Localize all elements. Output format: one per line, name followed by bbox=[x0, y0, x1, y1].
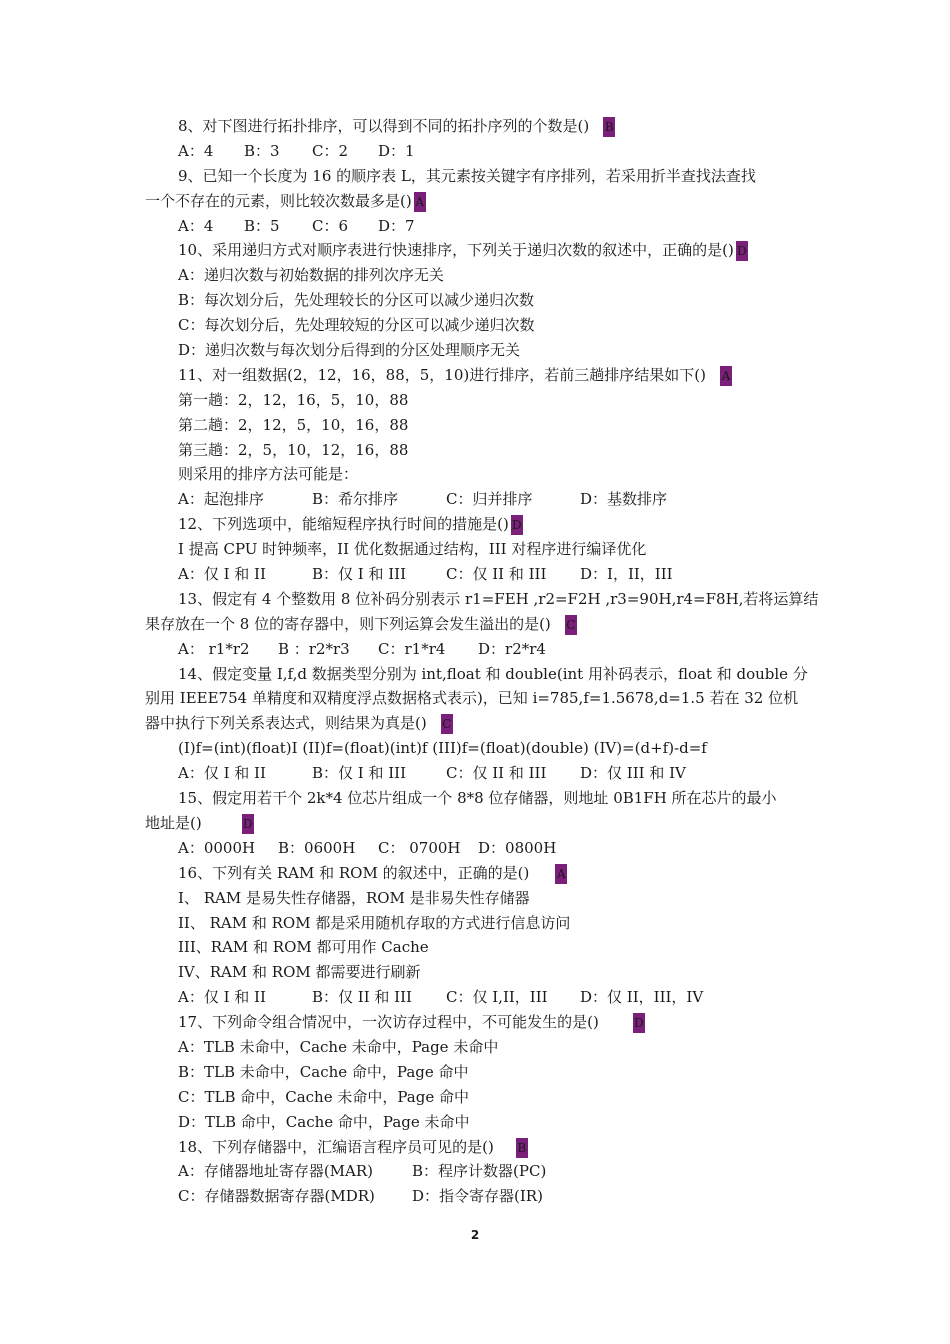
question-9-stem: 9、已知一个长度为 16 的顺序表 L，其元素按关键字有序排列，若采用折半查找法查找 bbox=[178, 166, 756, 185]
answer-highlight: D bbox=[633, 1013, 645, 1033]
exam-content bbox=[145, 114, 819, 1209]
answer-highlight: A bbox=[720, 366, 732, 386]
question-10-option-c: C：每次划分后，先处理较短的分区可以减少递归次数 bbox=[178, 316, 535, 335]
question-14-options: A：仅 I 和 II B：仅 I 和 III C：仅 II 和 III D：仅 III 和 IV bbox=[178, 764, 686, 783]
question-8-options: A：4 B：3 C：2 D：1 bbox=[178, 141, 415, 160]
question-15-stem-cont: 地址是() D bbox=[145, 813, 253, 832]
question-17-option-a: A：TLB 未命中，Cache 未命中，Page 未命中 bbox=[178, 1037, 499, 1056]
question-18-options-cd: C：存储器数据寄存器(MDR) D：指令寄存器(IR) bbox=[178, 1187, 543, 1206]
question-12-items: I 提高 CPU 时钟频率，II 优化数据通过结构，III 对程序进行编译优化 bbox=[178, 540, 647, 559]
answer-highlight: B bbox=[516, 1138, 528, 1158]
question-13-stem: 13、假定有 4 个整数用 8 位补码分别表示 r1=FEH ,r2=F2H ,r3=90H,r4=F8H,若将运算结 bbox=[178, 589, 819, 608]
question-8-stem: 8、对下图进行拓扑排序，可以得到不同的拓扑序列的个数是() B bbox=[178, 117, 614, 135]
question-13-options: A： r1*r2 B ：r2*r3 C：r1*r4 D：r2*r4 bbox=[178, 639, 546, 658]
question-16-options: A：仅 I 和 II B：仅 II 和 III C：仅 I,II，III D：仅 II，III，IV bbox=[178, 988, 704, 1007]
question-17-stem: 17、下列命令组合情况中，一次访存过程中，不可能发生的是() D bbox=[178, 1013, 644, 1032]
question-10-option-d: D：递归次数与每次划分后得到的分区处理顺序无关 bbox=[178, 341, 521, 360]
question-11-pass-3: 第三趟：2，5，10，12，16，88 bbox=[178, 440, 409, 459]
question-10-option-b: B：每次划分后，先处理较长的分区可以减少递归次数 bbox=[178, 291, 535, 310]
question-11-pass-2: 第二趟：2，12，5，10，16，88 bbox=[178, 415, 409, 434]
answer-highlight: D bbox=[736, 241, 748, 261]
question-11-prompt: 则采用的排序方法可能是： bbox=[178, 465, 359, 484]
question-14-items: (I)f=(int)(float)I (II)f=(float)(int)f (III)f=(float)(double) (IV)=(d+f)-d=f bbox=[178, 739, 707, 758]
question-9-stem-cont: 一个不存在的元素，则比较次数最多是() A bbox=[145, 191, 425, 210]
answer-highlight: A bbox=[414, 192, 426, 212]
answer-highlight: A bbox=[555, 864, 567, 884]
question-11-options: A：起泡排序 B：希尔排序 C：归并排序 D：基数排序 bbox=[178, 490, 668, 509]
question-14-stem: 14、假定变量 I,f,d 数据类型分别为 int,float 和 double(int 用补码表示，float 和 double 分 bbox=[178, 664, 808, 683]
question-18-options-ab: A：存储器地址寄存器(MAR) B：程序计数器(PC) bbox=[178, 1162, 547, 1181]
question-17-option-c: C：TLB 命中，Cache 未命中，Page 命中 bbox=[178, 1087, 469, 1106]
question-16-stem: 16、下列有关 RAM 和 ROM 的叙述中，正确的是() A bbox=[178, 863, 566, 882]
question-14-stem-cont-2: 器中执行下列关系表达式，则结果为真是() C bbox=[145, 714, 452, 733]
question-14-stem-cont: 别用 IEEE754 单精度和双精度浮点数据格式表示)，已知 i=785,f=1.5678,d=1.5 若在 32 位机 bbox=[145, 689, 799, 708]
question-18-stem: 18、下列存储器中，汇编语言程序员可见的是() B bbox=[178, 1137, 527, 1156]
question-10-option-a: A：递归次数与初始数据的排列次序无关 bbox=[178, 266, 444, 285]
question-16-item-2: II、 RAM 和 ROM 都是采用随机存取的方式进行信息访问 bbox=[178, 913, 571, 932]
question-15-stem: 15、假定用若干个 2k*4 位芯片组成一个 8*8 位存储器，则地址 0B1FH 所在芯片的最小 bbox=[178, 789, 777, 808]
question-17-option-d: D：TLB 命中，Cache 命中，Page 未命中 bbox=[178, 1112, 470, 1131]
question-10-stem: 10、采用递归方式对顺序表进行快速排序，下列关于递归次数的叙述中，正确的是() D bbox=[178, 241, 747, 260]
answer-highlight: C bbox=[441, 714, 453, 734]
page-number: 2 bbox=[470, 1228, 480, 1242]
question-16-item-4: IV、RAM 和 ROM 都需要进行刷新 bbox=[178, 963, 421, 982]
question-17-option-b: B：TLB 未命中，Cache 命中，Page 命中 bbox=[178, 1062, 469, 1081]
answer-highlight: B bbox=[603, 117, 615, 137]
answer-highlight: C bbox=[565, 615, 577, 635]
question-13-stem-cont: 果存放在一个 8 位的寄存器中，则下列运算会发生溢出的是() C bbox=[145, 614, 576, 633]
question-15-options: A：0000H B：0600H C： 0700H D：0800H bbox=[178, 838, 557, 857]
question-16-item-1: I、 RAM 是易失性存储器，ROM 是非易失性存储器 bbox=[178, 888, 530, 907]
answer-highlight: D bbox=[242, 814, 254, 834]
question-16-item-3: III、RAM 和 ROM 都可用作 Cache bbox=[178, 938, 429, 957]
question-9-options: A：4 B：5 C：6 D：7 bbox=[178, 216, 415, 235]
question-11-pass-1: 第一趟：2，12，16，5，10，88 bbox=[178, 390, 409, 409]
question-12-options: A：仅 I 和 II B：仅 I 和 III C：仅 II 和 III D：I，II，III bbox=[178, 565, 673, 584]
answer-highlight: D bbox=[511, 515, 523, 535]
question-11-stem: 11、对一组数据(2，12，16，88，5，10)进行排序，若前三趟排序结果如下() A bbox=[178, 365, 731, 384]
question-12-stem: 12、下列选项中，能缩短程序执行时间的措施是() D bbox=[178, 515, 522, 534]
